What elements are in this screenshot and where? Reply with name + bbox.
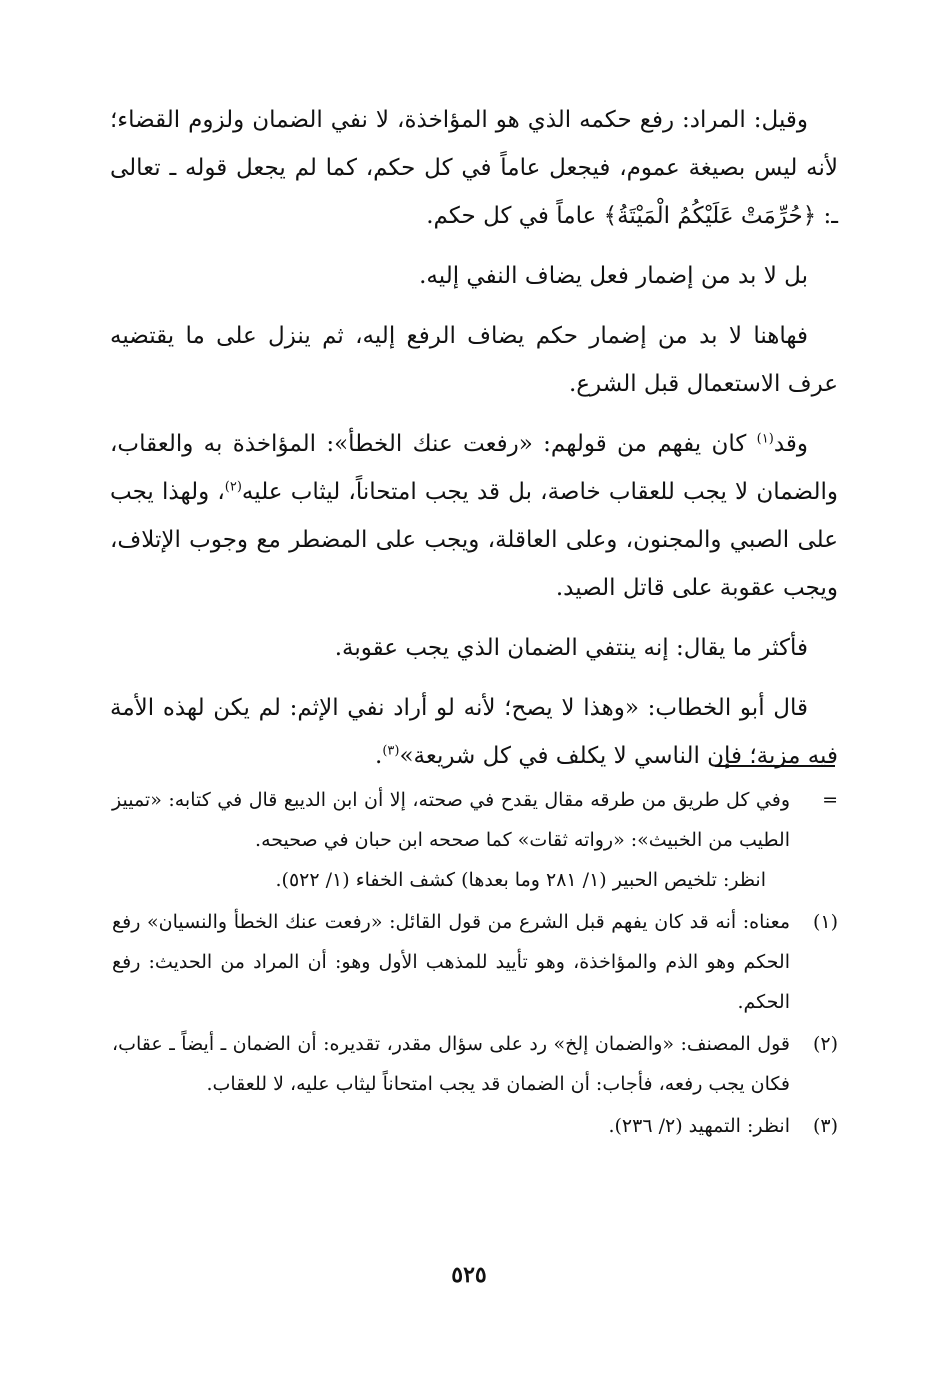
footnote-ref-3: (٣): [382, 743, 400, 759]
footnote-text: قول المصنف: «والضمان إلخ» رد على سؤال مقدر، تقديره: أن الضمان ـ أيضاً ـ عقاب، فكان يجب رفعه، فأجاب: أن الضمان قد يجب امتحاناً ليثاب عليه، لا للعقاب.: [112, 1033, 791, 1095]
footnote-ref-2: (٢): [224, 479, 242, 495]
paragraph-4-part-a: وقد: [773, 431, 808, 457]
footnote-ref-1: (١): [756, 431, 774, 447]
main-text: [110, 96, 838, 792]
continuation-text: وفي كل طريق من طرقه مقال يقدح في صحته، إلا أن ابن الديبع قال في كتابه: «تمييز الطيب من الخبيث»: «رواته ثقات» كما صححه ابن حبان في صحيحه.: [112, 789, 790, 851]
page-number: ٥٢٥: [451, 1262, 487, 1288]
footnote-1: [112, 902, 838, 1022]
footnote-3: [112, 1106, 838, 1146]
paragraph-4-part-b: كان يفهم من قولهم: «رفعت عنك الخطأ»: المؤاخذة به والعقاب، والضمان لا يجب للعقاب خاصة، بل قد يجب امتحاناً، ليثاب عليه: [110, 431, 838, 505]
paragraph-4-part-c: ، ولهذا يجب على الصبي والمجنون، وعلى العاقلة، ويجب على المضطر مع وجوب الإتلاف، ويجب عقوبة على قاتل الصيد.: [110, 479, 838, 601]
footnotes: [112, 780, 838, 1148]
paragraph-4: [110, 420, 838, 612]
footnote-continuation: [112, 780, 838, 900]
footnote-text: معناه: أنه قد كان يفهم قبل الشرع من قول القائل: «رفعت عنك الخطأ والنسيان» رفع الحكم وهو الذم والمؤاخذة، وهو تأييد للمذهب الأول وهو: أن المراد من الحديث: رفع الحكم.: [112, 911, 790, 1013]
paragraph-1: وقيل: المراد: رفع حكمه الذي هو المؤاخذة، لا نفي الضمان ولزوم القضاء؛ لأنه ليس بصيغة عموم، فيجعل عاماً في كل حكم، كما لم يجعل قوله ـ تعالى ـ: ﴿حُرِّمَتْ عَلَيْكُمُ الْمَيْتَةُ﴾ عاماً في كل حكم.: [110, 107, 838, 229]
paragraph-5: فأكثر ما يقال: إنه ينتفي الضمان الذي يجب عقوبة.: [334, 635, 808, 661]
footnote-separator: [715, 765, 835, 767]
paragraph-3: فهاهنا لا بد من إضمار حكم يضاف الرفع إليه، ثم ينزل على ما يقتضيه عرف الاستعمال قبل الشرع.: [110, 323, 838, 397]
continuation-marker: =: [822, 789, 838, 811]
footnote-text: انظر: التمهيد (٢/ ٢٣٦).: [608, 1115, 790, 1137]
paragraph-6-part-a: قال أبو الخطاب: «وهذا لا يصح؛ لأنه لو أراد نفي الإثم: لم يكن لهذه الأمة فيه مزية؛ فإن الناسي لا يكلف في كل شريعة»: [110, 695, 838, 769]
continuation-reference: انظر: تلخيص الحبير (١/ ٢٨١ وما بعدها) كشف الخفاء (١/ ٥٢٢).: [275, 869, 766, 891]
paragraph-2: بل لا بد من إضمار فعل يضاف النفي إليه.: [419, 263, 808, 289]
paragraph-6-part-b: .: [375, 743, 383, 769]
footnote-number: (٣): [812, 1115, 838, 1137]
footnote-number: (١): [812, 911, 838, 933]
footnote-2: [112, 1024, 838, 1104]
footnote-number: (٢): [812, 1033, 838, 1055]
